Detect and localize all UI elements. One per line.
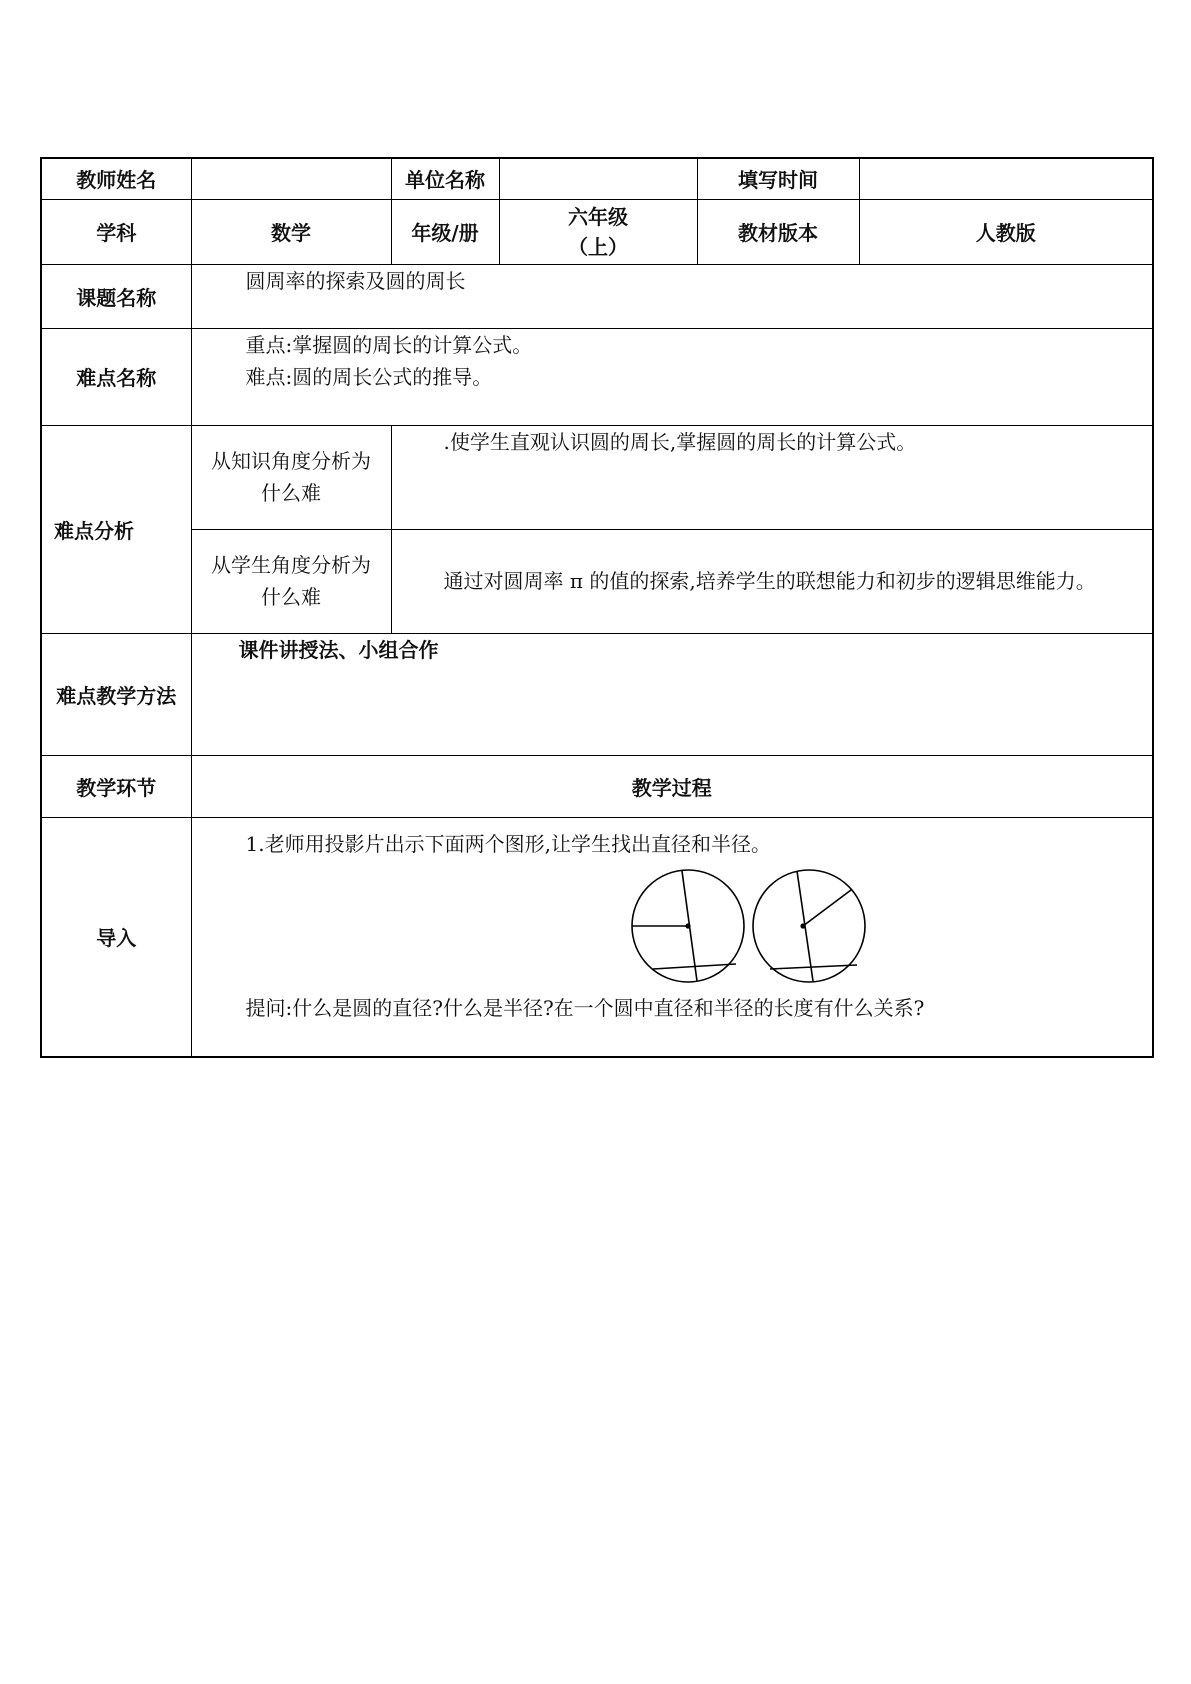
circle-right-figure [753, 870, 865, 982]
method-value: 课件讲授法、小组合作 [238, 637, 439, 662]
grade-value-line1: 六年级 [568, 204, 628, 229]
fill-time-label: 填写时间 [697, 158, 859, 199]
student-angle-label-line2: 什么难 [261, 585, 321, 609]
student-angle-label-line1: 从学生角度分析为 [211, 553, 371, 577]
analysis-label: 难点分析 [41, 425, 191, 633]
topic-value: 圆周率的探索及圆的周长 [245, 268, 466, 293]
intro-label: 导入 [41, 817, 191, 1057]
topic-label: 课题名称 [41, 264, 191, 328]
row-teacher-info [41, 158, 1153, 199]
circle-left-center [685, 923, 690, 928]
textbook-label: 教材版本 [697, 199, 859, 264]
intro-instruction-text: 1.老师用投影片出示下面两个图形,让学生找出直径和半径。 [245, 831, 771, 856]
row-intro [41, 817, 1153, 1057]
two-circles-figure [631, 868, 876, 986]
grade-value-line2: （上） [568, 234, 628, 259]
row-method [41, 633, 1153, 755]
lesson-plan-table [40, 157, 1154, 1058]
student-angle-text: 通过对圆周率 π 的值的探索,培养学生的联想能力和初步的逻辑思维能力。 [443, 569, 1096, 593]
circle-right-radius [803, 890, 851, 926]
difficult-point-text: 难点:圆的周长公式的推导。 [245, 364, 493, 389]
lesson-plan-sheet [40, 157, 1152, 1058]
intro-cell [191, 817, 1153, 1057]
key-point-text: 重点:掌握圆的周长的计算公式。 [245, 332, 533, 357]
circle-left-figure [632, 870, 744, 982]
grade-value [499, 199, 697, 264]
knowledge-angle-text: .使学生直观认识圆的周长,掌握圆的周长的计算公式。 [443, 429, 917, 454]
circle-right-center [800, 923, 805, 928]
row-subject-info [41, 199, 1153, 264]
row-analysis-knowledge [41, 425, 1153, 529]
row-difficulty [41, 328, 1153, 425]
topic-cell [191, 264, 1153, 328]
student-angle-label [191, 529, 391, 633]
teacher-name-label: 教师姓名 [41, 158, 191, 199]
knowledge-angle-label-line1: 从知识角度分析为 [211, 449, 371, 473]
knowledge-angle-label-line2: 什么难 [261, 481, 321, 505]
row-topic [41, 264, 1153, 328]
intro-question-text: 提问:什么是圆的直径?什么是半径?在一个圆中直径和半径的长度有什么关系? [245, 995, 925, 1020]
process-header-label: 教学过程 [191, 755, 1153, 817]
knowledge-angle-label [191, 425, 391, 529]
knowledge-angle-cell [391, 425, 1153, 529]
teacher-name-value [191, 158, 391, 199]
unit-name-value [499, 158, 697, 199]
student-angle-cell [391, 529, 1153, 633]
subject-value: 数学 [191, 199, 391, 264]
method-label: 难点教学方法 [41, 633, 191, 755]
subject-label: 学科 [41, 199, 191, 264]
grade-label: 年级/册 [391, 199, 499, 264]
unit-name-label: 单位名称 [391, 158, 499, 199]
difficulty-cell [191, 328, 1153, 425]
row-analysis-student [41, 529, 1153, 633]
stage-header-label: 教学环节 [41, 755, 191, 817]
textbook-value: 人教版 [859, 199, 1153, 264]
fill-time-value [859, 158, 1153, 199]
method-cell [191, 633, 1153, 755]
difficulty-label: 难点名称 [41, 328, 191, 425]
circle-right-chord-bottom [770, 965, 857, 969]
row-process-header [41, 755, 1153, 817]
